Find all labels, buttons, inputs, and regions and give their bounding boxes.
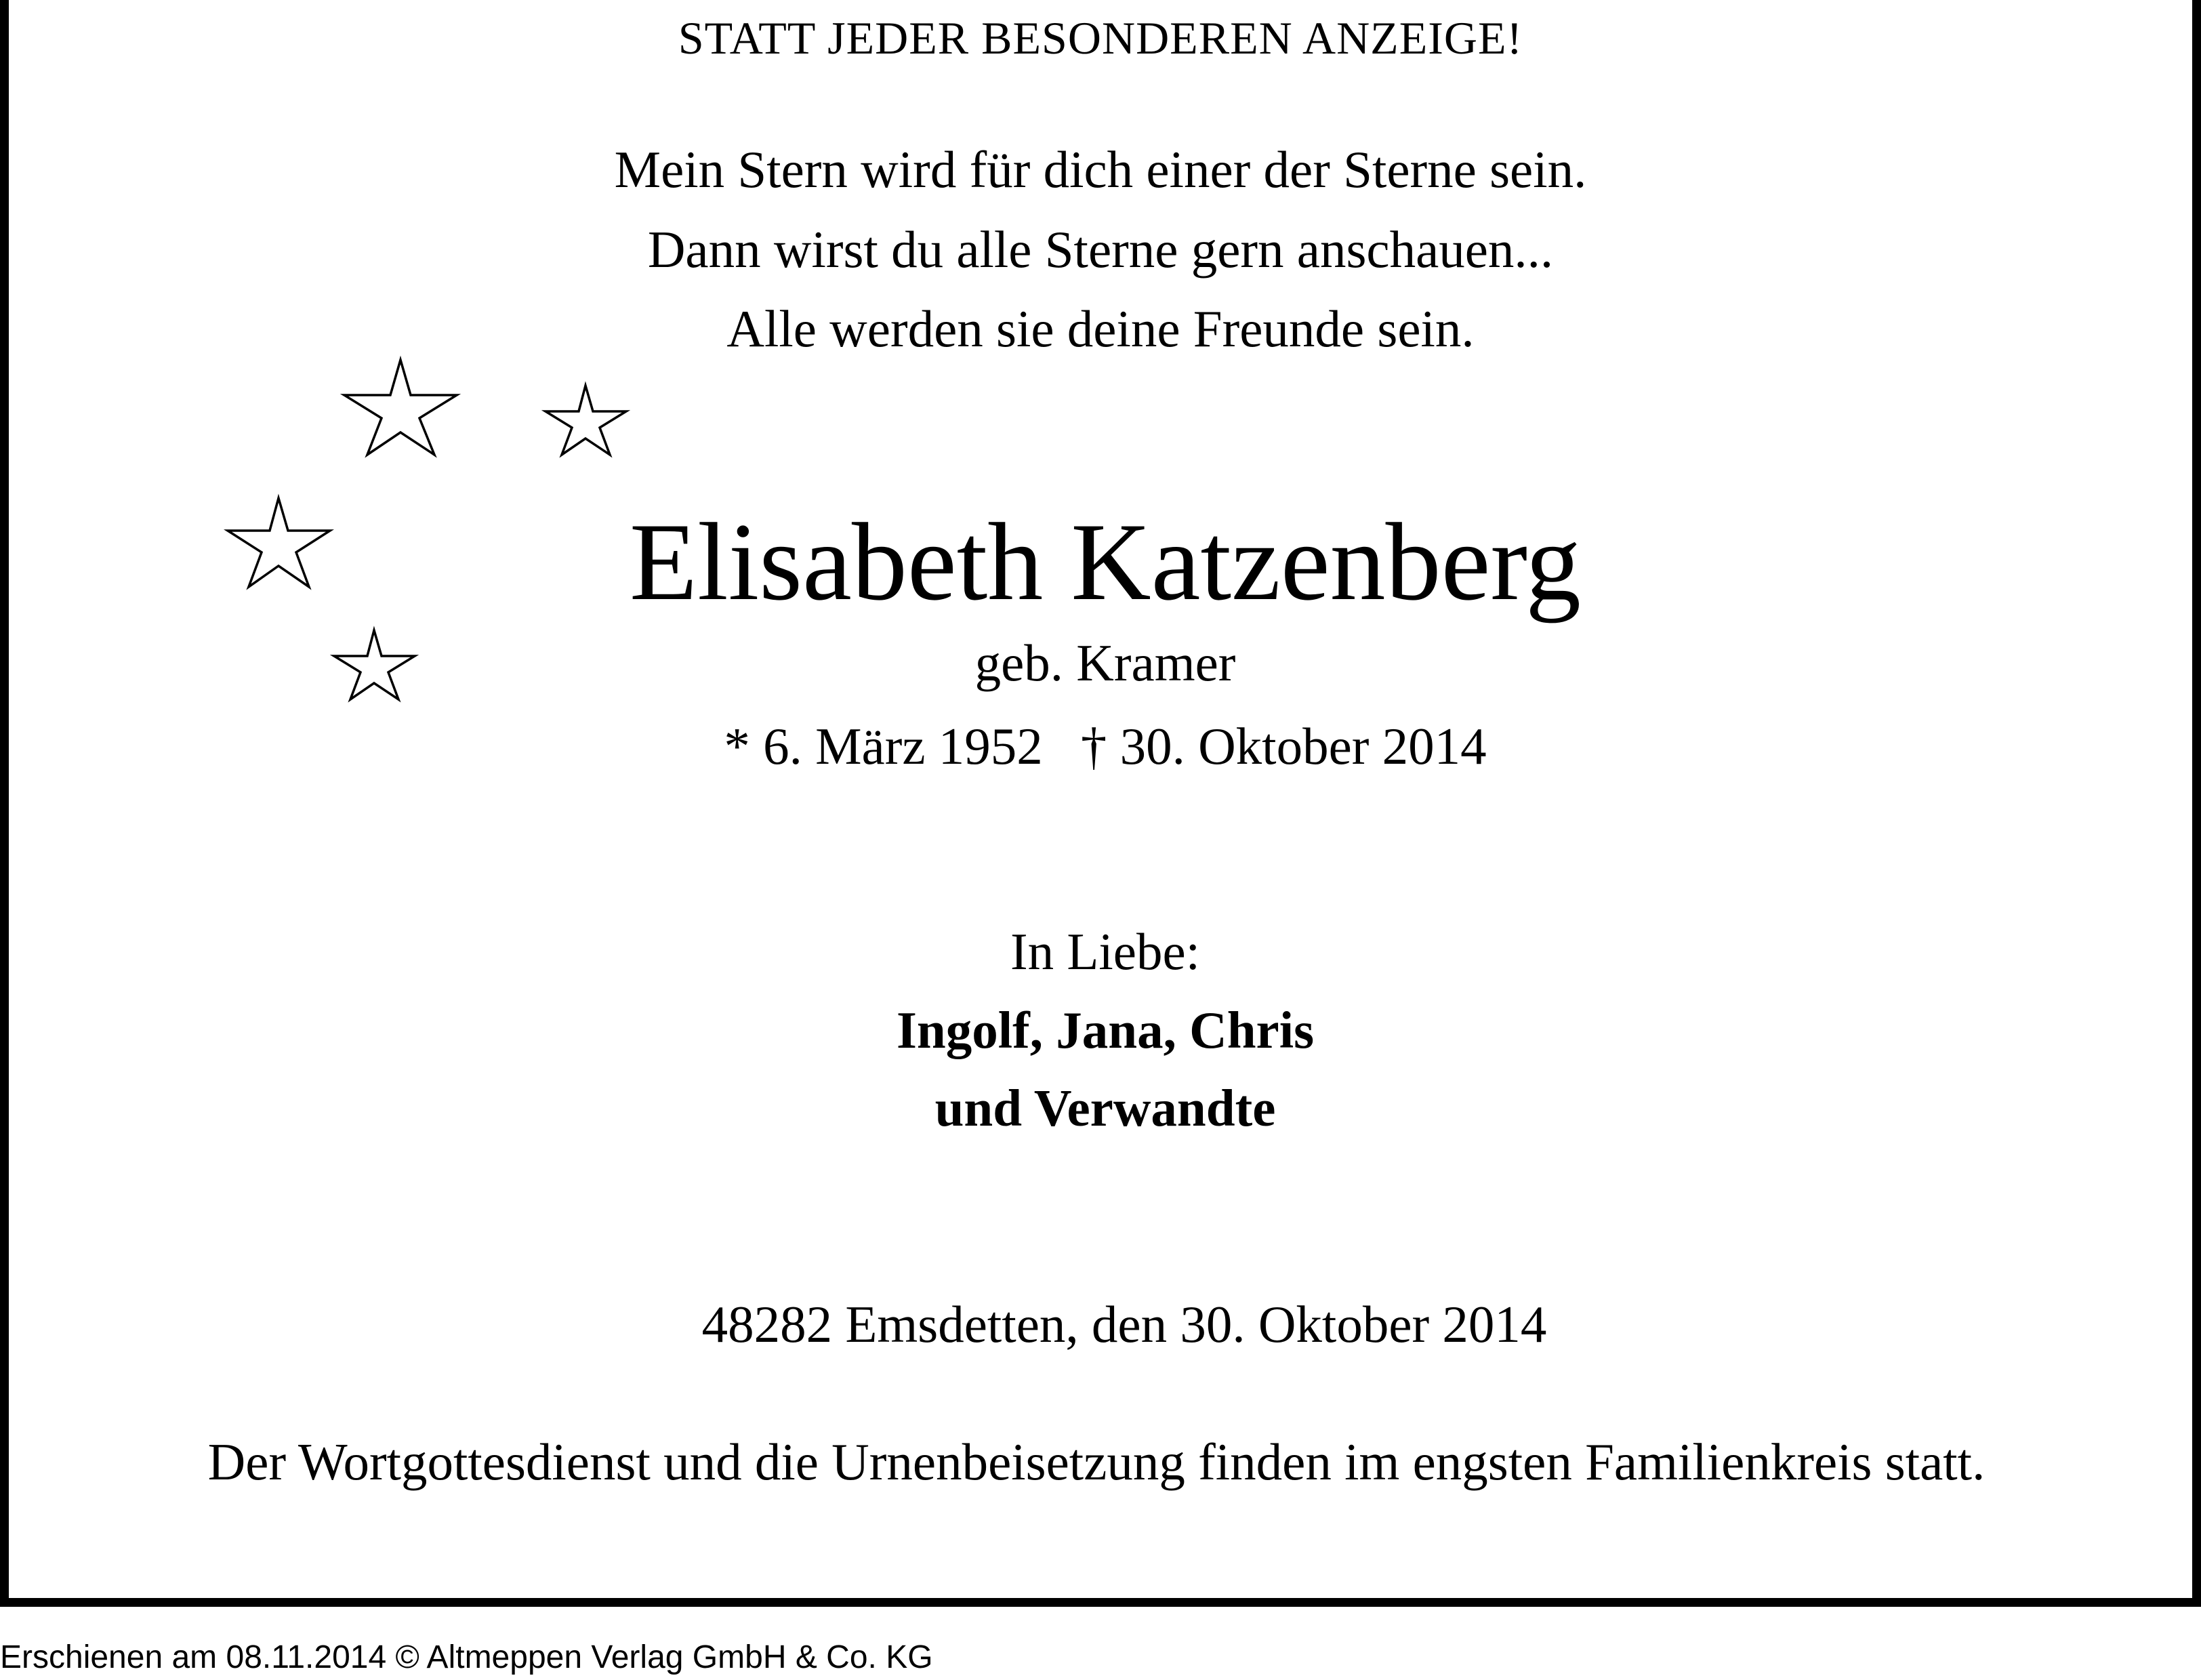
deceased-name: Elisabeth Katzenberg xyxy=(629,501,1582,623)
love-intro: In Liebe: xyxy=(1010,922,1201,981)
birth-date: * 6. März 1952 xyxy=(724,717,1043,775)
death-date: † 30. Oktober 2014 xyxy=(1080,717,1487,775)
star-outline-icon xyxy=(340,356,464,459)
life-dates xyxy=(5,717,2201,775)
poem-line: Mein Stern wird für dich einer der Sterne sein. xyxy=(614,140,1587,199)
poem-line: Alle werden sie deine Freunde sein. xyxy=(726,300,1475,358)
publication-credit: Erschienen am 08.11.2014 © Altmeppen Verlag GmbH & Co. KG xyxy=(0,1639,933,1675)
family-names: und Verwandte xyxy=(934,1079,1276,1137)
place-and-date: 48282 Emsdetten, den 30. Oktober 2014 xyxy=(701,1295,1547,1353)
family-names: Ingolf, Jana, Chris xyxy=(896,1001,1315,1059)
service-note: Der Wortgottesdienst und die Urnenbeisetzung finden im engsten Familienkreis statt. xyxy=(207,1433,1986,1491)
born-name: geb. Kramer xyxy=(974,634,1236,692)
notice-headline: STATT JEDER BESONDEREN ANZEIGE! xyxy=(678,12,1523,64)
poem-line: Dann wirst du alle Sterne gern anschauen... xyxy=(647,220,1554,279)
star-outline-icon xyxy=(542,383,630,457)
